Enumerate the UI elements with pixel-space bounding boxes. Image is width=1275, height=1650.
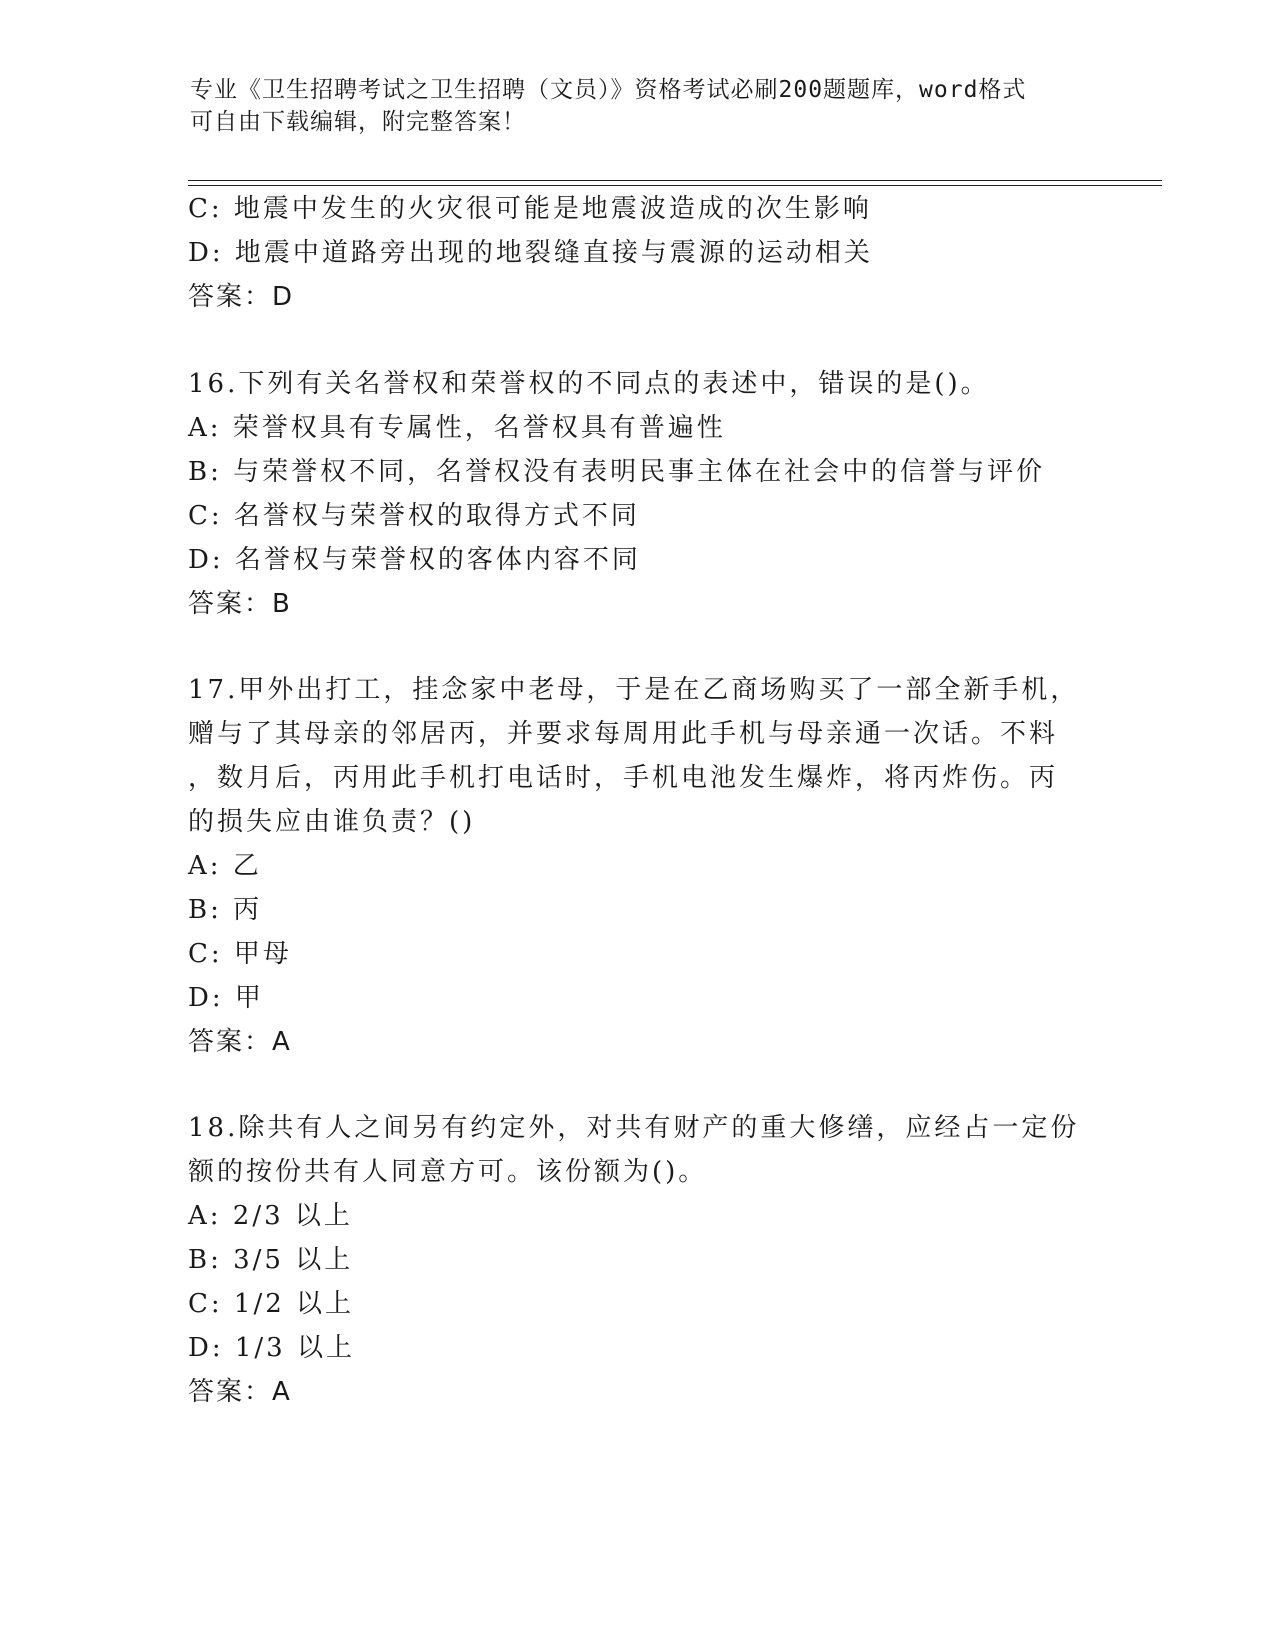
header-line-1: 专业《卫生招聘考试之卫生招聘（文员）》资格考试必刷200题题库，word格式 bbox=[190, 77, 1027, 103]
q16-option-a: A: 荣誉权具有专属性，名誉权具有普遍性 bbox=[188, 413, 726, 443]
q18-answer: 答案：A bbox=[188, 1377, 292, 1407]
document-header bbox=[190, 74, 1090, 138]
q16-answer: 答案：B bbox=[188, 589, 292, 619]
q17-option-a: A: 乙 bbox=[188, 851, 262, 881]
q17-stem-line-2: 赠与了其母亲的邻居丙，并要求每周用此手机与母亲通一次话。不料 bbox=[188, 719, 1059, 749]
q18-option-d: D: 1/3 以上 bbox=[188, 1333, 355, 1363]
q18-option-c: C: 1/2 以上 bbox=[188, 1289, 355, 1319]
header-divider-bottom bbox=[188, 185, 1162, 186]
q16-option-d: D: 名誉权与荣誉权的客体内容不同 bbox=[188, 545, 641, 575]
q18-option-a: A: 2/3 以上 bbox=[188, 1201, 353, 1231]
q17-option-d: D: 甲 bbox=[188, 983, 264, 1013]
q17-stem-line-3: ，数月后，丙用此手机打电话时，手机电池发生爆炸，将丙炸伤。丙 bbox=[188, 763, 1059, 793]
q17-stem-line-4: 的损失应由谁负责？() bbox=[188, 807, 476, 837]
q16-stem: 16.下列有关名誉权和荣誉权的不同点的表述中，错误的是()。 bbox=[188, 369, 990, 399]
q16-option-b: B: 与荣誉权不同，名誉权没有表明民事主体在社会中的信誉与评价 bbox=[188, 457, 1046, 487]
q16-option-c: C: 名誉权与荣誉权的取得方式不同 bbox=[188, 501, 640, 531]
header-divider-top bbox=[188, 180, 1162, 181]
q15-answer: 答案：D bbox=[188, 282, 295, 312]
q17-option-b: B: 丙 bbox=[188, 895, 263, 925]
q18-stem-line-2: 额的按份共有人同意方可。该份额为()。 bbox=[188, 1157, 708, 1187]
q18-stem-line-1: 18.除共有人之间另有约定外，对共有财产的重大修缮，应经占一定份 bbox=[188, 1113, 1080, 1143]
q15-option-d: D: 地震中道路旁出现的地裂缝直接与震源的运动相关 bbox=[188, 238, 873, 268]
q17-stem-line-1: 17.甲外出打工，挂念家中老母，于是在乙商场购买了一部全新手机， bbox=[188, 675, 1080, 705]
q17-answer: 答案：A bbox=[188, 1027, 292, 1057]
header-line-2: 可自由下载编辑，附完整答案！ bbox=[190, 109, 526, 135]
q18-option-b: B: 3/5 以上 bbox=[188, 1245, 354, 1275]
q15-option-c: C: 地震中发生的火灾很可能是地震波造成的次生影响 bbox=[188, 194, 872, 224]
q17-option-c: C: 甲母 bbox=[188, 939, 292, 969]
